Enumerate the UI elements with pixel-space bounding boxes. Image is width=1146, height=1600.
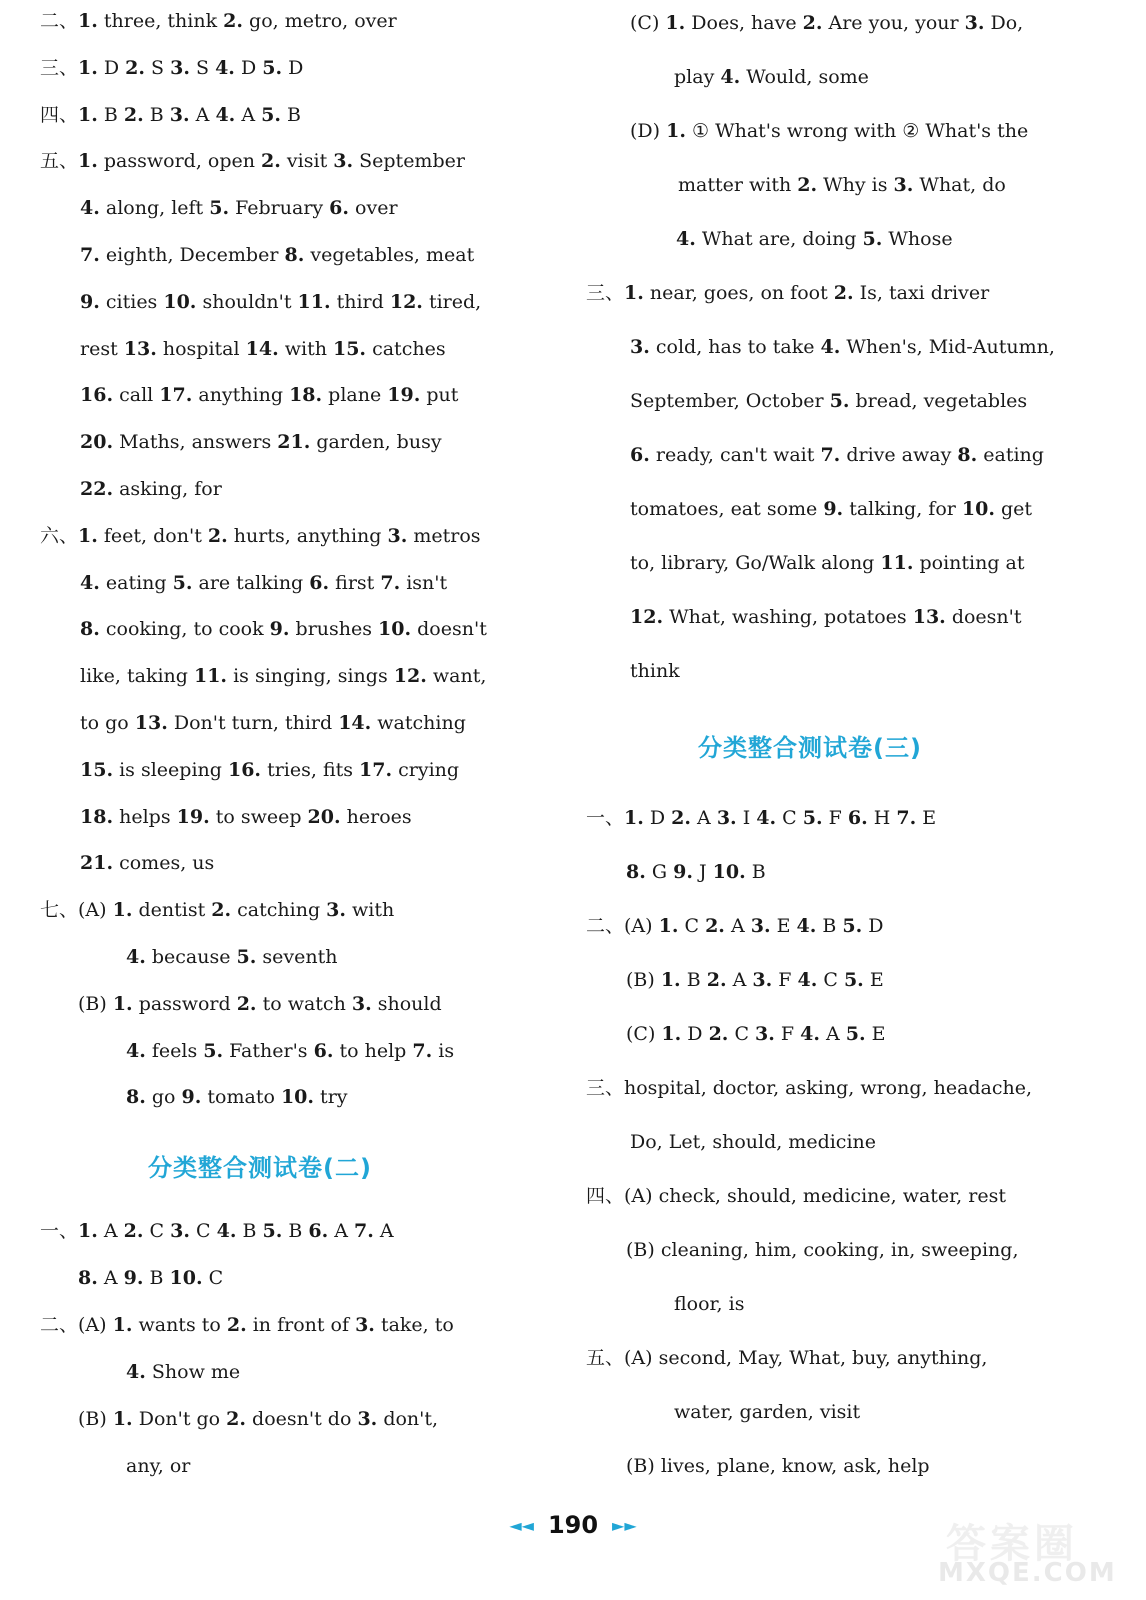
item-number: 3. (351, 993, 372, 1015)
item-number: 2. (226, 1408, 247, 1430)
watermark-logo (928, 1512, 1128, 1592)
item-number: 7. (820, 444, 841, 466)
right-after-line-7: Do, Let, should, medicine (630, 1131, 877, 1153)
item-number: 2. (123, 104, 144, 126)
item-number: 4. (720, 66, 741, 88)
item-number: 9. (823, 498, 844, 520)
item-number: 3. (893, 174, 914, 196)
item-number: 5. (262, 57, 283, 79)
item-number: 4. (126, 946, 146, 968)
left-line-8: rest 13. hospital 14. with 15. catches (80, 338, 446, 360)
item-number: 16. (227, 759, 262, 781)
item-number: 9. (123, 1267, 144, 1289)
item-number: 6. (309, 572, 330, 594)
left-after-line-6: any, or (126, 1455, 191, 1477)
item-number: 5. (845, 1023, 866, 1045)
item-number: 17. (359, 759, 393, 781)
item-number: 2. (236, 993, 257, 1015)
right-after-line-4: (B) 1. B 2. A 3. F 4. C 5. E (626, 969, 884, 991)
right-line-3: (D) 1. ① What's wrong with ② What's the (630, 120, 1029, 142)
item-number: 1. (78, 1220, 98, 1242)
right-line-12: 12. What, washing, potatoes 13. doesn't (630, 606, 1022, 628)
item-number: 7. (80, 244, 100, 266)
item-number: 7. (896, 807, 917, 829)
item-number: 5. (843, 969, 864, 991)
section-title-test-2: 分类整合测试卷(二) (148, 1154, 372, 1182)
watermark-top-text: 答案圈 (946, 1521, 1078, 1567)
item-number: 18. (80, 806, 114, 828)
item-number: 1. (112, 1314, 133, 1336)
item-number: 16. (80, 384, 114, 406)
item-number: 2. (671, 807, 692, 829)
item-number: 6. (630, 444, 650, 466)
item-number: 4. (126, 1361, 146, 1383)
right-after-line-10: floor, is (674, 1293, 745, 1315)
item-number: 8. (80, 618, 100, 640)
item-number: 1. (661, 1023, 682, 1045)
item-number: 3. (387, 525, 408, 547)
right-after-line-3: 二、(A) 1. C 2. A 3. E 4. B 5. D (586, 915, 884, 937)
right-line-7: 3. cold, has to take 4. When's, Mid-Autumn, (630, 336, 1055, 358)
item-number: 6. (329, 197, 350, 219)
left-line-2: 三、1. D 2. S 3. S 4. D 5. D (40, 57, 304, 79)
right-line-9: 6. ready, can't wait 7. drive away 8. eating (630, 444, 1044, 466)
item-number: 1. (665, 12, 686, 34)
item-number: 4. (80, 572, 100, 594)
item-number: 4. (216, 1220, 237, 1242)
item-number: 21. (80, 852, 114, 874)
left-after-line-3: 二、(A) 1. wants to 2. in front of 3. take, to (40, 1314, 454, 1336)
item-number: 4. (215, 57, 235, 79)
item-number: 13. (912, 606, 946, 628)
item-number: 3. (170, 57, 190, 79)
item-number: 3. (755, 1023, 775, 1045)
item-number: 12. (389, 291, 423, 313)
item-number: 8. (626, 861, 646, 883)
item-number: 3. (355, 1314, 375, 1336)
right-line-10: tomatoes, eat some 9. talking, for 10. get (630, 498, 1033, 520)
item-number: 2. (802, 12, 823, 34)
left-after-line-4: 4. Show me (126, 1361, 241, 1383)
left-line-5: 4. along, left 5. February 6. over (80, 197, 398, 219)
item-number: 4. (126, 1040, 146, 1062)
item-number: 3. (964, 12, 985, 34)
prev-arrows-icon: ◄◄ (509, 1515, 534, 1535)
watermark-bottom-text: MXQE.COM (938, 1558, 1117, 1588)
item-number: 5. (862, 228, 883, 250)
right-after-line-11: 五、(A) second, May, What, buy, anything, (586, 1347, 988, 1369)
item-number: 2. (705, 915, 725, 937)
page-number: 190 (547, 1511, 599, 1539)
left-line-14: 8. cooking, to cook 9. brushes 10. doesn't (80, 618, 487, 640)
item-number: 2. (226, 1314, 247, 1336)
item-number: 10. (712, 861, 746, 883)
item-number: 11. (297, 291, 331, 313)
item-number: 20. (307, 806, 341, 828)
item-number: 10. (163, 291, 197, 313)
left-line-20: 七、(A) 1. dentist 2. catching 3. with (40, 899, 395, 921)
item-number: 9. (80, 291, 100, 313)
left-line-17: 15. is sleeping 16. tries, fits 17. crying (80, 759, 460, 781)
right-line-13: think (630, 660, 680, 682)
item-number: 12. (393, 665, 427, 687)
item-number: 7. (412, 1040, 433, 1062)
item-number: 5. (209, 197, 230, 219)
left-line-7: 9. cities 10. shouldn't 11. third 12. tired, (80, 291, 482, 313)
left-after-line-5: (B) 1. Don't go 2. doesn't do 3. don't, (78, 1408, 439, 1430)
left-line-22: (B) 1. password 2. to watch 3. should (78, 993, 442, 1015)
item-number: 6. (308, 1220, 329, 1242)
item-number: 5. (236, 946, 257, 968)
section-title-test-3: 分类整合测试卷(三) (698, 734, 922, 762)
item-number: 2. (708, 1023, 729, 1045)
item-number: 1. (78, 150, 98, 172)
item-number: 3. (169, 104, 190, 126)
item-number: 21. (277, 431, 311, 453)
item-number: 14. (338, 712, 372, 734)
item-number: 1. (112, 993, 133, 1015)
item-number: 1. (78, 525, 98, 547)
item-number: 14. (245, 338, 279, 360)
item-number: 10. (169, 1267, 203, 1289)
item-number: 3. (716, 807, 737, 829)
right-line-4: matter with 2. Why is 3. What, do (678, 174, 1006, 196)
item-number: 4. (215, 104, 236, 126)
item-number: 5. (829, 390, 850, 412)
item-number: 2. (261, 150, 281, 172)
left-line-11: 22. asking, for (80, 478, 222, 500)
item-number: 9. (673, 861, 693, 883)
left-line-23: 4. feels 5. Father's 6. to help 7. is (126, 1040, 455, 1062)
item-number: 2. (223, 10, 244, 32)
item-number: 10. (961, 498, 995, 520)
item-number: 1. (78, 104, 98, 126)
left-line-15: like, taking 11. is singing, sings 12. want, (80, 665, 487, 687)
item-number: 1. (658, 915, 679, 937)
left-line-1: 二、1. three, think 2. go, metro, over (40, 10, 397, 32)
item-number: 4. (756, 807, 777, 829)
right-line-11: to, library, Go/Walk along 11. pointing at (630, 552, 1025, 574)
item-number: 3. (326, 899, 346, 921)
item-number: 3. (333, 150, 354, 172)
right-after-line-12: water, garden, visit (674, 1401, 861, 1423)
item-number: 9. (181, 1086, 202, 1108)
right-after-line-6: 三、hospital, doctor, asking, wrong, headache, (586, 1077, 1033, 1099)
item-number: 11. (193, 665, 228, 687)
item-number: 8. (126, 1086, 146, 1108)
item-number: 2. (833, 282, 854, 304)
item-number: 2. (207, 525, 228, 547)
left-line-24: 8. go 9. tomato 10. try (126, 1086, 348, 1108)
item-number: 11. (880, 552, 914, 574)
item-number: 15. (332, 338, 367, 360)
left-line-3: 四、1. B 2. B 3. A 4. A 5. B (40, 104, 301, 126)
right-line-2: play 4. Would, some (674, 66, 869, 88)
item-number: 7. (354, 1220, 374, 1242)
item-number: 3. (357, 1408, 378, 1430)
item-number: 2. (211, 899, 232, 921)
item-number: 12. (630, 606, 664, 628)
item-number: 3. (752, 969, 773, 991)
item-number: 1. (660, 969, 681, 991)
item-number: 4. (797, 969, 818, 991)
item-number: 19. (387, 384, 421, 406)
item-number: 10. (280, 1086, 315, 1108)
item-number: 1. (78, 10, 98, 32)
item-number: 5. (802, 807, 823, 829)
item-number: 13. (123, 338, 157, 360)
item-number: 6. (847, 807, 868, 829)
item-number: 3. (630, 336, 650, 358)
left-line-21: 4. because 5. seventh (126, 946, 338, 968)
right-after-line-9: (B) cleaning, him, cooking, in, sweeping, (626, 1239, 1019, 1261)
right-after-line-5: (C) 1. D 2. C 3. F 4. A 5. E (626, 1023, 886, 1045)
left-line-12: 六、1. feet, don't 2. hurts, anything 3. metros (40, 525, 481, 547)
item-number: 2. (125, 57, 146, 79)
item-number: 5. (842, 915, 863, 937)
item-number: 8. (78, 1267, 98, 1289)
item-number: 9. (269, 618, 290, 640)
item-number: 2. (797, 174, 818, 196)
item-number: 1. (78, 57, 98, 79)
item-number: 7. (380, 572, 401, 594)
right-after-line-13: (B) lives, plane, know, ask, help (626, 1455, 930, 1477)
item-number: 13. (134, 712, 168, 734)
item-number: 10. (378, 618, 412, 640)
item-number: 20. (80, 431, 114, 453)
right-after-line-1: 一、1. D 2. A 3. I 4. C 5. F 6. H 7. E (586, 807, 937, 829)
item-number: 2. (123, 1220, 144, 1242)
item-number: 5. (203, 1040, 224, 1062)
left-line-4: 五、1. password, open 2. visit 3. September (40, 150, 465, 172)
item-number: 1. (112, 899, 133, 921)
item-number: 1. (624, 807, 644, 829)
left-line-16: to go 13. Don't turn, third 14. watching (80, 712, 466, 734)
next-arrows-icon: ►► (612, 1515, 637, 1535)
item-number: 22. (80, 478, 114, 500)
item-number: 1. (624, 282, 644, 304)
left-line-9: 16. call 17. anything 18. plane 19. put (80, 384, 459, 406)
item-number: 3. (170, 1220, 190, 1242)
left-line-6: 7. eighth, December 8. vegetables, meat (80, 244, 475, 266)
item-number: 5. (262, 1220, 283, 1242)
item-number: 1. (666, 120, 686, 142)
item-number: 18. (289, 384, 323, 406)
right-line-8: September, October 5. bread, vegetables (630, 390, 1028, 412)
item-number: 6. (313, 1040, 334, 1062)
item-number: 3. (750, 915, 771, 937)
right-after-line-2: 8. G 9. J 10. B (626, 861, 766, 883)
item-number: 5. (172, 572, 193, 594)
right-after-line-8: 四、(A) check, should, medicine, water, rest (586, 1185, 1006, 1207)
item-number: 1. (112, 1408, 133, 1430)
left-after-line-1: 一、1. A 2. C 3. C 4. B 5. B 6. A 7. A (40, 1220, 394, 1242)
left-line-13: 4. eating 5. are talking 6. first 7. isn't (80, 572, 448, 594)
item-number: 8. (284, 244, 305, 266)
item-number: 2. (706, 969, 727, 991)
item-number: 8. (957, 444, 978, 466)
right-line-5: 4. What are, doing 5. Whose (676, 228, 953, 250)
item-number: 17. (159, 384, 193, 406)
item-number: 19. (176, 806, 210, 828)
item-number: 4. (796, 915, 817, 937)
item-number: 15. (80, 759, 114, 781)
left-after-line-2: 8. A 9. B 10. C (78, 1267, 224, 1289)
item-number: 4. (676, 228, 696, 250)
left-line-18: 18. helps 19. to sweep 20. heroes (80, 806, 412, 828)
right-line-6: 三、1. near, goes, on foot 2. Is, taxi driver (586, 282, 990, 304)
item-number: 4. (800, 1023, 820, 1045)
left-line-19: 21. comes, us (80, 852, 215, 874)
item-number: 4. (80, 197, 100, 219)
left-line-10: 20. Maths, answers 21. garden, busy (80, 431, 442, 453)
right-line-1: (C) 1. Does, have 2. Are you, your 3. Do, (630, 12, 1024, 34)
item-number: 4. (820, 336, 841, 358)
item-number: 5. (261, 104, 281, 126)
